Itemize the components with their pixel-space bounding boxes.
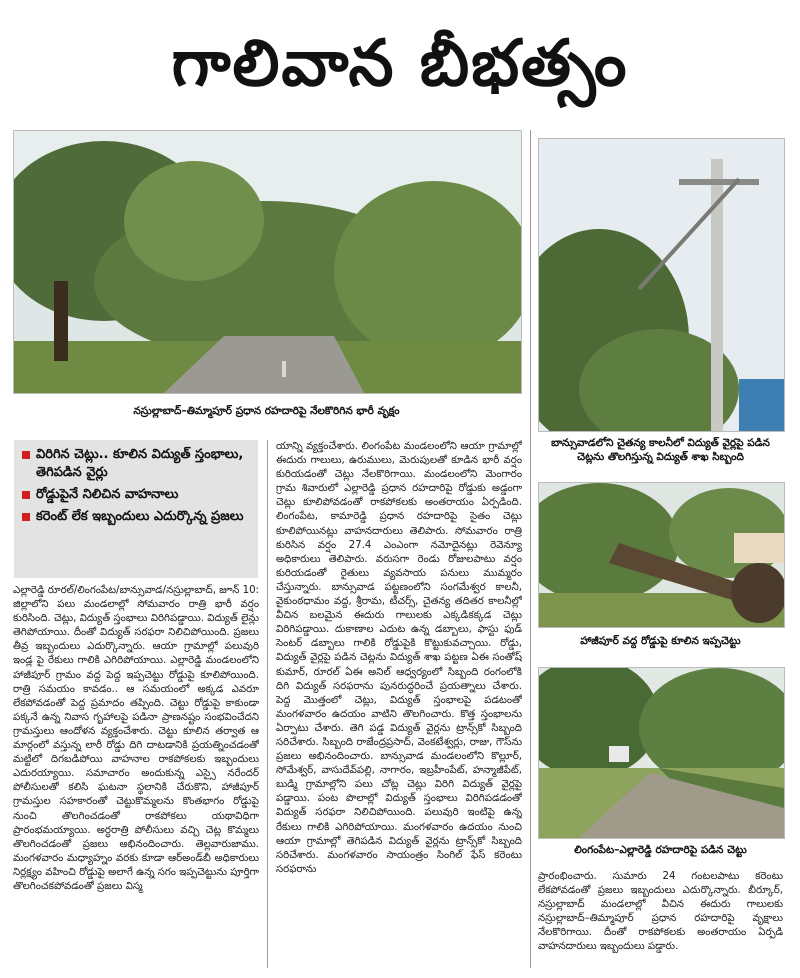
bullet-icon — [22, 451, 30, 459]
highlight-item — [22, 486, 250, 504]
bullet-icon — [22, 513, 30, 521]
article-column-2 — [276, 440, 522, 974]
photo-fallen-tree-road — [13, 130, 522, 394]
headline: గాలివాన బీభత్సం — [171, 27, 629, 101]
highlight-item — [22, 508, 250, 526]
highlight-text: కరెంట్ లేక ఇబ్బందులు ఎదుర్కొన్న ప్రజలు — [36, 509, 244, 524]
photo-road-tree — [538, 667, 785, 839]
highlight-text: విరిగిన చెట్లు.. కూలిన విద్యుత్ స్తంభాలు, తెగిపడిన వైర్లు — [36, 447, 244, 480]
tree-photo-caption: హాజీపూర్ వద్ద రోడ్డుపై కూలిన ఇప్పచెట్టు — [580, 635, 741, 647]
column-divider — [530, 130, 531, 968]
main-photo-caption: నస్రుల్లాబాద్–తిమ్మాపూర్ ప్రధాన రహదారిపై నేలకొరిగిన భారీ వృక్షం — [133, 405, 400, 417]
article-column-1 — [13, 584, 259, 974]
article-text-col2: యాన్ని వ్యక్తంచేశారు. లింగంపేట మండలంలోని ఆయా గ్రామాల్లో ఈదురు గాలులు, ఉరుములు, మెరుపులతో కూడిన భారీ వర్షం కురియడంతో చెట్లు నేలకొరిగాయి. మండలంలోని మెంగారం గ్రామ శివారులో ఎల్లారెడ్డి ప్రధాన రహదారిపై రోడ్డుకు అడ్డంగా చెట్లు కూలిపోవడంతో రాకపోకలకు అంతరాయం ఏర్పడింది. లింగంపేట, కామారెడ్డి ప్రధాన రహదారిపై సైతం చెట్లు కూలిపోయినట్లు వాహనదారులు తెలిపారు. సోమవారం రాత్రి కురిసిన వర్షం 27.4 ఎంఎంగా నమోదైనట్లు రెవెన్యూ అధికారులు తెలిపారు. వరుసగా రెండు రోజులపాటు వర్షం కురియడంతో రైతులు వ్యవసాయ పనులు ముమ్మరం చేస్తున్నారు. బాన్సువాడ పట్టణంలోని సంగమేశ్వర కాలనీ, వైకుంఠధామం వద్ద, శ్రీరామ, టీచర్స్, చైతన్య తదితర కాలనీల్లో వీచిన బలమైన ఈదురు గాలులకు ఎక్కడికక్కడ చెట్లు విరిగిపడ్డాయి. దుకాణాల ఎదుట ఉన్న డబ్బాలు, ఫాస్టు ఫుడ్ సెంటర్ డబ్బాలు గాలికి రోడ్డుపైకి కొట్టుకువచ్చాయి. రోడ్డు, విద్యుత్ వైర్లపై పడిన చెట్లను విద్యుత్ శాఖ పట్టణ ఏఈ సంతోష్ కుమార్, రూరల్ ఏఈ అనిల్ ఆధ్వర్యంలో సిబ్బంది రంగంలోకి దిగి విద్యుత్ సరఫరాను పునరుద్ధరించే ప్రయత్నాలు చేశారు. పెద్ద మొత్తంలో చెట్లు, విద్యుత్ స్తంభాలపై పడటంతో మంగళవారం ఉదయం వాటిని తొలగించారు. కొత్త స్తంభాలను ఏర్పాటు చేశారు. తెగి పడ్డ విద్యుత్ వైర్లను ట్రాన్స్‌కో సిబ్బంది సరిచేశారు. సిబ్బంది రాజేంద్రప్రసాద్, వెంకటేశ్వర్లు, రాజు, గౌస్‌ను ప్రజలు అభినందించారు. బాన్సువాడ మండలంలోని కొల్లూర్, సోమేశ్వర్, వాసుదేవ్‌పల్లి, నాగారం, ఇబ్రహీంపేట్, హన్మాజీపేట్, బుడ్మి గ్రామాల్లోని పలు చోట్ల చెట్లు విరిగి విద్యుత్ వైర్లపై పడ్డాయి. పంట పొలాల్లో విద్యుత్ స్తంభాలు విరిగిపడడంతో విద్యుత్ సరఫరా నిలిచిపోయింది. పలువురి ఇంటిపై ఉన్న రేకులు గాలికి ఎగిరిపోయాయి. మంగళవారం ఉదయం నుంచి ఆయా గ్రామాల్లో తెగిపడిన విద్యుత్ వైర్లను ట్రాన్స్‌కో సిబ్బంది సరిచేశారు. మంగళవారం సాయంత్రం సింగిల్ ఫేస్ కరెంటు సరఫరాను — [276, 441, 522, 875]
pole-photo-caption: బాన్సువాడలోని చైతన్య కాలనీలో విద్యుత్ వైర్లపై పడిన చెట్లను తొలగిస్తున్న విద్యుత్ శాఖ సిబ్బంది — [551, 437, 770, 463]
article-column-3 — [538, 870, 783, 974]
article-text-col1: ఎల్లారెడ్డి రూరల్/లింగంపేట/బాన్సువాడ/నస్రుల్లాబాద్, జూన్ 10: జిల్లాలోని పలు మండలాల్లో సోమవారం రాత్రి భారీ వర్షం కురిసింది. చెట్లు, విద్యుత్ స్తంభాలు విరిగిపడ్డాయి. విద్యుత్ లైన్లు తెగిపోయాయి. దీంతో విద్యుత్ సరఫరా నిలిచిపోయింది. ప్రజలు తీవ్ర ఇబ్బందులు ఎదుర్కొన్నారు. ఆయా గ్రామాల్లో పలువురి ఇండ్ల పై రేకులు గాలికి ఎగిరిపోయాయి. ఎల్లారెడ్డి మండలంలోని హాజీపూర్ గ్రామం వద్ద పెద్ద ఇప్పచెట్టు రోడ్డుపై కూలిపోయింది. రాత్రి సమయం కావడం.. ఆ సమయంలో అక్కడ ఎవరూ లేకపోవడంతో పెద్ద ప్రమాదం తప్పింది. చెట్టు రోడ్డుపై కాకుండా పక్కనే ఉన్న నివాస గృహాలపై పడినా ప్రాణనష్టం సంభవించేదని గ్రామస్తులు ఆందోళన వ్యక్తంచేశారు. చెట్టు కూలిన తర్వాత ఆ మార్గంలో వస్తున్న లారీ రోడ్డు దిగి దాటడానికి ప్రయత్నించడంతో మట్టిలో దిగబడిపోయి వాహనాల రాకపోకలకు ఇబ్బందులు ఎదురయ్యాయి. సమాచారం అందుకున్న ఎస్సై నరేందర్ పోలీసులతో కలిసి ఘటనా స్థలానికి చేరుకొని, హాజీపూర్ గ్రామస్తుల సహకారంతో చెట్టుకొమ్మలను కొంతభాగం రోడ్డుపై నుంచి తొలగించడంతో రాకపోకలు యథావిధిగా ప్రారంభమయ్యాయి. అర్ధరాత్రి పోలీసులు వచ్చి చెట్ల కొమ్మలు తొలగించడంతో ప్రజలు అభినందించారు. తెల్లవారుజాము. మంగళవారం మధ్యాహ్నం వరకు కూడా ఆర్‌అండ్‌బీ అధికారులు నిర్లక్ష్యం వహించి రోడ్డుపై అలాగే ఉన్న సగం ఇప్పచెట్టును పూర్తిగా తొలగించకపోవడంతో ప్రజలు విస్మ — [13, 585, 259, 892]
highlights-box — [14, 440, 258, 578]
highlight-text: రోడ్డుపైనే నిలిచిన వాహనాలు — [36, 487, 179, 502]
photo-uprooted-tree — [538, 482, 785, 628]
highlight-item — [22, 446, 250, 482]
photo-electric-pole — [538, 138, 785, 432]
bullet-icon — [22, 491, 30, 499]
road-photo-caption: లింగంపేట–ఎల్లారెడ్డి రహదారిపై పడిన చెట్టు — [574, 844, 747, 856]
column-divider — [267, 440, 268, 968]
article-text-col3: ప్రారంభించారు. సుమారు 24 గంటలపాటు కరెంటు లేకపోవడంతో ప్రజలు ఇబ్బందులు ఎదుర్కొన్నారు. బీర్కూర్, నస్రుల్లాబాద్ మండలాల్లో వీచిన ఈదురు గాలులకు నస్రుల్లాబాద్–తిమ్మాపూర్ ప్రధాన రహదారిపై వృక్షాలు నేలకొరిగాయి. దీంతో రాకపోకలకు అంతరాయం ఏర్పడి వాహనదారులు ఇబ్బందులు పడ్డారు. — [538, 871, 783, 953]
